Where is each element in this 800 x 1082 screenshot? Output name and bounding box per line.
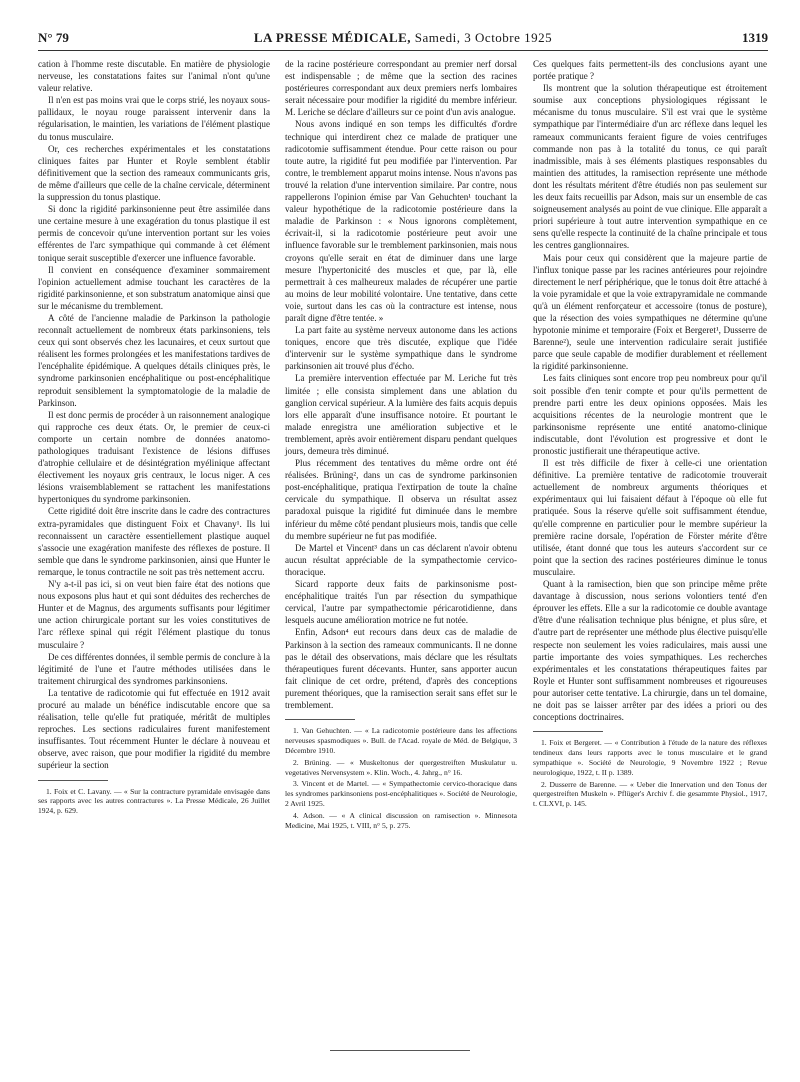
footnote: 4. Adson. — « A clinical discussion on ramisection ». Minnesota Medicine, Mai 1925, t. VIII, n° 5, p. 275. <box>285 810 517 830</box>
paragraph: Il n'en est pas moins vrai que le corps strié, les noyaux sous-pallidaux, le noyau rouge paraissent intervenir dans la régularisation, le maintien, les variations de l'élément plastique du tonus musculaire. <box>38 95 270 142</box>
paragraph: Mais pour ceux qui considèrent que la majeure partie de l'influx tonique passe par les racines antérieures pour rejoindre directement le nerf périphérique, que le tonus doit être attaché à la voie pyramidale et que la voie extrapyramidale ne commande qu'à un élément renforçateur et accessoire (tonus de posture), que la résection des voies sympathiques ne détermine qu'une hypotonie minime et temporaire (Foix et Bergeret¹, Dusserre de Barenne²), seule une intervention radiculaire serait justifiée parce que seule capable de modifier durablement et réellement la rigidité parkinsonienne. <box>533 252 767 372</box>
paragraph: de la racine postérieure correspondant au premier nerf dorsal est indispensable ; de même que la section des racines postérieures correspondant aux deux premiers nerfs lombaires serait nécessaire pour modifier la rigidité du membre inférieur. M. Leriche se déclare d'ailleurs sur ce point d'un avis analogue. <box>285 59 517 118</box>
column-2 <box>285 58 517 833</box>
footnote-rule <box>285 719 355 720</box>
issue-date: Samedi, 3 Octobre 1925 <box>414 30 553 45</box>
journal-title <box>38 30 768 46</box>
paragraph: Les faits cliniques sont encore trop peu nombreux pour qu'il soit possible d'en tenir compte et pour qu'ils permettent de prendre parti entre les deux opinions opposées. Mais les acquisitions récentes de la neurologie montrent que le parkinsonisme représente une entité anatomo-clinique indiscutable, dont l'évolution est progressive et dont le pronostic justifierait une thérapeutique active. <box>533 373 767 456</box>
paragraph: Cette rigidité doit être inscrite dans le cadre des contractures extra-pyramidales que distinguent Foix et Chavany¹. Ils lui reconnaissent un caractère essentiellement plastique auquel s'associe une exagération manifeste des réflexes de posture. Il semble que dans le syndrome parkinsonien, ainsi que Hunter le remarque, le tonus contractile ne soit pas très nettement accru. <box>38 506 270 577</box>
paragraph: Ils montrent que la solution thérapeutique est étroitement soumise aux conceptions physiologiques régissant le mécanisme du tonus musculaire. S'il est vrai que le système sympathique par l'intermédiaire d'un arc réflexe dans lequel les rameaux communicants feraient figure de voies centrifuges commande non pas à la totalité du tonus, ce qui paraît inadmissible, mais à ses éléments plastiques responsables du maintien des attitudes, la ramisection représente une méthode dont les résultats méritent d'être étudiés non pas seulement sur les deux faits recueillis par Adson, mais sur un ensemble de cas soigneusement analysés au point de vue clinique. Elle apparaît a priori supérieure à tout autre intervention sympathique en ce sens qu'elle respecte la continuité de la chaîne principale et tous les centres ganglionnaires. <box>533 83 767 251</box>
paragraph: La première intervention effectuée par M. Leriche fut très limitée ; elle consista simplement dans une ablation du ganglion cervical supérieur. A la lumière des faits acquis depuis lors elle apparaît d'une insuffisance notoire. Et pourtant le malade enregistra une amélioration subjective et le tremblement, après avoir entièrement disparu pendant quelques jours, demeura très diminué. <box>285 373 517 456</box>
paragraph: De ces différentes données, il semble permis de conclure à la légitimité de l'une et l'autre méthodes utilisées dans le traitement chirurgical des syndromes parkinsoniens. <box>38 651 270 686</box>
footnote: 2. Dusserre de Barenne. — « Ueber die Innervation und den Tonus der quergestreiften Muskeln ». Pflüger's Archiv f. die gesammte Physiol., 1917, t. CLXVI, p. 145. <box>533 779 767 809</box>
footnote-rule <box>38 780 108 781</box>
bottom-rule <box>330 1050 470 1051</box>
paragraph: La tentative de radicotomie qui fut effectuée en 1912 avait procuré au malade un bénéfice indiscutable encore que sa réalisation, telle qu'elle fut pratiquée, méritât de multiples reproches. Les sections radiculaires furent manifestement insuffisantes. Tout récemment Hunter le déclare à nouveau et observe, avec raison, que pour modifier la rigidité du membre supérieur la section <box>38 687 270 771</box>
paragraph: Nous avons indiqué en son temps les difficultés d'ordre technique qui interdirent chez ce malade de pratiquer une radicotomie suffisamment étendue. Pour cette raison ou pour toute autre, la rigidité fut peu modifiée par l'intervention. Par contre, le tremblement apparut moins intense. Nous n'avons pas trouvé la relation d'une intervention similaire. Par contre, nous rappellerons l'opinion émise par Van Gehuchten¹ touchant la valeur hypothétique de la radicotomie postérieure dans la maladie de Parkinson : « Nous ignorons complètement, écrivait-il, si la radicotomie postérieure peut avoir une influence favorable sur le tremblement parkinsonien, mais nous croyons qu'elle serait en état de diminuer dans une large mesure l'hypertonicité des muscles et que, par là, elle permettrait à ces malheureux malades de récupérer une partie au moins de leur mobilité volontaire. Une tentative, dans cette voie, surtout dans les cas où la contracture est intense, nous paraît digne d'être tentée. » <box>285 119 517 323</box>
footnote: 1. Foix et Bergeret. — « Contribution à l'étude de la nature des réflexes tendineux dans leurs rapports avec le tonus musculaire et le grand sympathique ». Société de Neurologie, 9 Novembre 1922 ; Revue neurologique, 1922, t. II p. 1389. <box>533 738 767 777</box>
footnote: 3. Vincent et de Martel. — « Sympathectomie cervico-thoracique dans les syndromes parkinsoniens post-encéphalitiques ». Société de Neurologie, 2 Avril 1925. <box>285 779 517 809</box>
column-1 <box>38 58 270 818</box>
paragraph: cation à l'homme reste discutable. En matière de physiologie nerveuse, les constatations faites sur l'animal n'ont qu'une valeur relative. <box>38 59 270 94</box>
paragraph: Or, ces recherches expérimentales et les constatations cliniques faites par Hunter et Royle semblent établir définitivement que la section des rameaux communicants gris, de même d'ailleurs que celle de la chaîne cervicale, déterminent la suppression du tonus plastique. <box>38 143 270 203</box>
paragraph: N'y a-t-il pas ici, si on veut bien faire état des notions que nous exposons plus haut et qui sont déduites des recherches de Hunter et de Magnus, des arguments suffisants pour légitimer une action chirurgicale portant sur les voies constitutives de l'arc réflexe spinal qui régit l'élément plastique du tonus musculaire ? <box>38 579 270 650</box>
footnote: 1. Foix et C. Lavany. — « Sur la contracture pyramidale envisagée dans ses rapports avec les autres contractures ». La Presse Médicale, 26 Juillet 1924, p. 629. <box>38 786 270 816</box>
journal-name: LA PRESSE MÉDICALE, <box>253 30 412 45</box>
column-3 <box>533 58 767 811</box>
footnotes <box>533 738 767 809</box>
footnote: 2. Brüning. — « Muskeltonus der quergestreiften Muskulatur u. vegetatives Nervensystem ». Klin. Woch., 4. Jahrg., n° 16. <box>285 757 517 777</box>
paragraph: A côté de l'ancienne maladie de Parkinson la pathologie reconnaît actuellement de nombreux états parkinsoniens, tels ceux qui sont observés chez les lacunaires, et ceux surtout que réalisent les formes prolongées et les manifestations tardives de l'encéphalite épidémique. A quelques détails cliniques près, le syndrome parkinsonien encéphalitique ou post-encéphalitique reproduit sensiblement la symptomatologie de la maladie de Parkinson. <box>38 312 270 408</box>
page-number: 1319 <box>742 30 768 45</box>
paragraph: Plus récemment des tentatives du même ordre ont été réalisées. Brüning², dans un cas de syndrome parkinsonien post-encéphalitique, pratiqua l'extirpation de toute la chaîne cervicale du sympathique. Il observa un résultat assez paradoxal puisque la rigidité fut diminuée dans le membre inférieur du même côté pendant plusieurs mois, tandis que celle du membre supérieur ne fut pas modifiée. <box>285 458 517 541</box>
footnotes <box>285 726 517 831</box>
footnote: 1. Van Gehuchten. — « La radicotomie postérieure dans les affections nerveuses spasmodiques ». Bull. de l'Acad. royale de Méd. de Belgique, 3 Décembre 1910. <box>285 726 517 755</box>
footnotes <box>38 787 270 817</box>
footnote-rule <box>533 731 603 732</box>
paragraph: Il est donc permis de procéder à un raisonnement analogique qui rapproche ces deux états. Or, le premier de ceux-ci comporte un certain nombre de données anatomo-pathologiques traduisant l'existence de lésions diffuses d'atrophie cellulaire et de désintégration myélinique affectant électivement les noyaux gris centraux, le locus niger. A ces lésions vraisemblablement se rattachent les manifestations hypertoniques du syndrome parkinsonien. <box>38 409 270 505</box>
paragraph: Il convient en conséquence d'examiner sommairement l'opinion actuellement admise touchant les caractères de la rigidité parkinsonienne, et son substratum anatomique ainsi que sur le mécanisme du tremblement. <box>38 264 270 311</box>
paragraph: Quant à la ramisection, bien que son principe même prête davantage à discussion, nous serions volontiers tenté d'en éprouver les effets. Elle a sur la radicotomie ce double avantage d'être d'une réalisation technique plus bénigne, et plus sûre, et d'autre part de représenter une méthode plus élective puisqu'elle respecte non seulement les voies radiculaires, mais aussi une partie importante des voies sympathiques. Les recherches expérimentales et les constatations thérapeutiques faites par Royle et Hunter sont suffisamment nombreuses et rigoureuses pour autoriser cette tentative. La chirurgie, dans un tel domaine, ne doit pas se laisser arrêter par des idées a priori ou des conceptions doctrinaires. <box>533 579 767 723</box>
paragraph: Il est très difficile de fixer à celle-ci une orientation définitive. La première tentative de radicotomie trouverait actuellement de nombreux arguments théoriques et expérimentaux qui lui faisaient défaut à l'époque où elle fut pratiquée. Sous la réserve qu'elle soit suffisamment étendue, qu'elle comprenne en particulier pour le membre supérieur la première racine dorsale, l'opération de Förster mérite d'être utilisée, étant donné que tous les auteurs s'accordent sur ce point que la section des racines postérieures diminue le tonus musculaire. <box>533 458 767 577</box>
paragraph: Enfin, Adson⁴ eut recours dans deux cas de maladie de Parkinson à la section des rameaux communicants. Il ne donne pas le détail des observations, mais déclare que les résultats thérapeutiques furent décevants. Hunter, sans apporter aucun fait clinique de cet ordre, prétend, d'après des conceptions purement théoriques, que la ramisection serait sans effet sur le tremblement. <box>285 627 517 710</box>
issue-number: N° 79 <box>38 30 69 45</box>
paragraph: Si donc la rigidité parkinsonienne peut être assimilée dans une certaine mesure à une exagération du tonus plastique il est permis de concevoir qu'une intervention portant sur les voies efférentes de l'arc sympathique qui commande à cet élément tonique serait susceptible d'exercer une influence favorable. <box>38 204 270 263</box>
paragraph: Ces quelques faits permettent-ils des conclusions ayant une portée pratique ? <box>533 59 767 82</box>
header-rule <box>38 50 768 51</box>
paragraph: Sicard rapporte deux faits de parkinsonisme post-encéphalitique traités l'un par résection du sympathique cervical, l'autre par sympathectomie péricarotidienne, dans lesquels aucune amélioration motrice ne fut notée. <box>285 579 517 626</box>
paragraph: La part faite au système nerveux autonome dans les actions toniques, encore que très discutée, explique que l'idée d'intervenir sur le système sympathique dans le syndrome parkinsonien ait trouvé plus d'écho. <box>285 325 517 372</box>
page-header <box>38 30 768 48</box>
paragraph: De Martel et Vincent³ dans un cas déclarent n'avoir obtenu aucun résultat appréciable de la sympathectomie cervico-thoracique. <box>285 542 517 577</box>
